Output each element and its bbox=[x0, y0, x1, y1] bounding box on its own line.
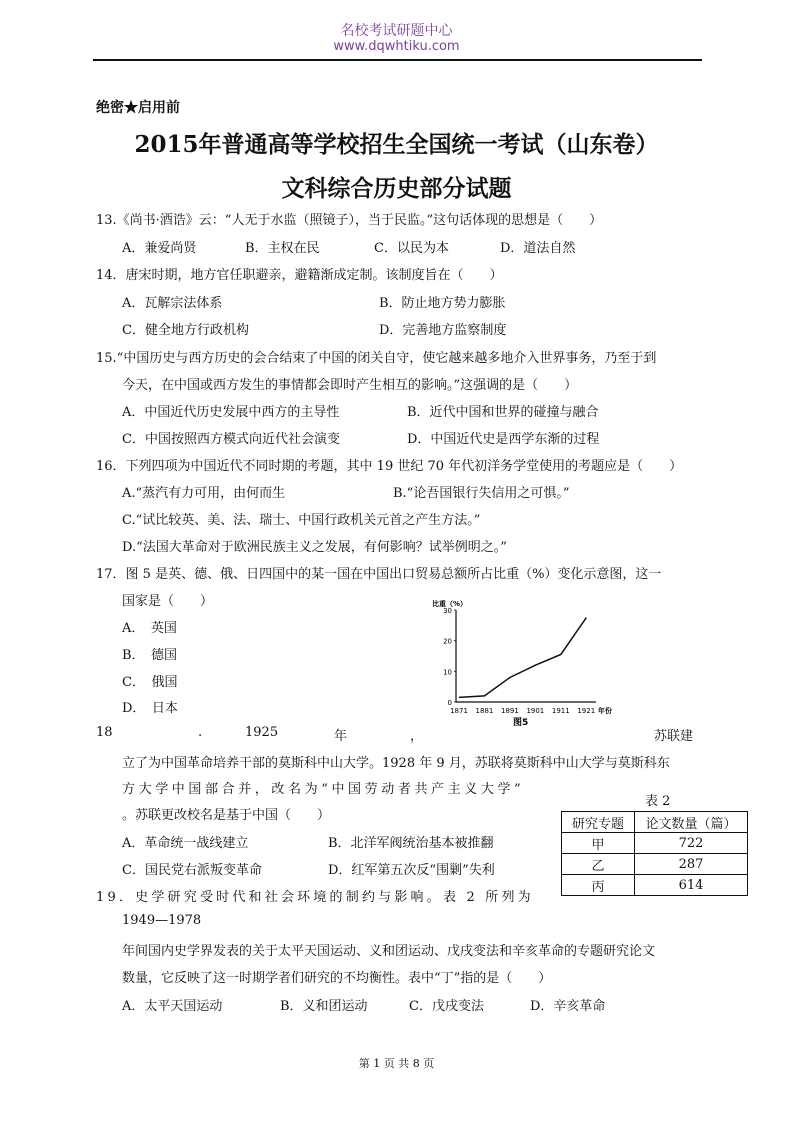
q18-nian: 年 bbox=[334, 729, 348, 744]
q17-stem-line2: 国家是（ ） bbox=[122, 594, 214, 609]
q17-option-b: B． 德国 bbox=[122, 648, 178, 663]
q18-option-d: D．红军第五次反“围剿”失利 bbox=[328, 863, 495, 878]
q18-line3: 方大学中国部合并，改名为“中国劳动者共产主义大学” bbox=[122, 782, 525, 797]
header-divider bbox=[93, 59, 702, 61]
x-tick-label: 1901 bbox=[526, 707, 545, 715]
q13-stem: 13.《尚书·酒诰》云：“人无于水监（照镜子），当于民监。”这句话体现的思想是（ ） bbox=[96, 213, 603, 228]
q14-option-a: A．瓦解宗法体系 bbox=[122, 296, 223, 311]
table-header-topic: 研究专题 bbox=[562, 812, 635, 833]
q13-option-a: A．兼爱尚贤 bbox=[122, 241, 197, 256]
table-cell-topic: 甲 bbox=[562, 833, 635, 854]
q14-option-c: C．健全地方行政机构 bbox=[122, 323, 249, 338]
q15-stem-line2: 今天，在中国或西方发生的事情都会即时产生相互的影响。”这强调的是（ ） bbox=[122, 378, 578, 393]
table-2 bbox=[561, 811, 748, 896]
chart-title: 图5 bbox=[513, 718, 529, 728]
table-cell-topic: 乙 bbox=[562, 854, 635, 875]
q18-line1-end: 苏联建 bbox=[654, 729, 694, 744]
exam-subtitle: 文科综合历史部分试题 bbox=[281, 175, 512, 202]
q16-option-c: C.“试比较英、美、法、瑞士、中国行政机关元首之产生方法。” bbox=[122, 513, 481, 528]
q18-line2: 立了为中国革命培养干部的莫斯科中山大学。1928 年 9 月，苏联将莫斯科中山大学与莫斯科东 bbox=[122, 756, 670, 771]
q19-option-b: B．义和团运动 bbox=[280, 999, 368, 1014]
q13-option-b: B．主权在民 bbox=[245, 241, 320, 256]
y-tick-label: 30 bbox=[443, 607, 452, 615]
table-header-count: 论文数量（篇） bbox=[635, 812, 748, 833]
secret-label: 绝密★启用前 bbox=[96, 100, 180, 116]
q19-option-c: C．戊戌变法 bbox=[409, 999, 484, 1014]
figure-5-chart bbox=[418, 596, 618, 730]
q14-option-b: B．防止地方势力膨胀 bbox=[379, 296, 506, 311]
q18-option-c: C．国民党右派叛变革命 bbox=[122, 863, 262, 878]
q13-option-c: C．以民为本 bbox=[374, 241, 449, 256]
q19-line2: 1949—1978 bbox=[122, 913, 202, 928]
q19-line1: 19．史学研究受时代和社会环境的制约与影响。表 2 所列为 bbox=[96, 890, 534, 905]
chart-ylabel: 比重（%） bbox=[432, 600, 468, 608]
table-row bbox=[562, 875, 748, 896]
table-cell-count: 614 bbox=[635, 875, 748, 896]
q16-option-a: A.“蒸汽有力可用，由何而生 bbox=[122, 486, 286, 501]
q18-line4: 。苏联更改校名是基于中国（ ） bbox=[122, 808, 331, 823]
q16-option-b: B.“论吾国银行失信用之可惧。” bbox=[393, 486, 570, 501]
exam-title: 2015年普通高等学校招生全国统一考试（山东卷） bbox=[134, 131, 659, 158]
q13-option-d: D．道法自然 bbox=[500, 241, 576, 256]
x-tick-label: 1881 bbox=[475, 707, 494, 715]
table2-caption: 表 2 bbox=[645, 794, 671, 809]
site-name: 名校考试研题中心 bbox=[340, 23, 453, 39]
q16-stem: 16．下列四项为中国近代不同时期的考题，其中 19 世纪 70 年代初洋务学堂使用的考题应是（ ） bbox=[96, 459, 683, 474]
q19-option-a: A．太平天国运动 bbox=[122, 999, 223, 1014]
x-tick-label: 1891 bbox=[500, 707, 519, 715]
q17-option-c: C． 俄国 bbox=[122, 675, 178, 690]
q18-comma: ， bbox=[410, 729, 424, 744]
q19-line4: 数量，它反映了这一时期学者们研究的不均衡性。表中“丁”指的是（ ） bbox=[122, 971, 552, 986]
q18-dot: . bbox=[198, 725, 203, 740]
page-footer: 第 1 页 共 8 页 bbox=[358, 1057, 435, 1070]
q15-option-c: C．中国按照西方模式向近代社会演变 bbox=[122, 432, 340, 447]
q15-option-b: B．近代中国和世界的碰撞与融合 bbox=[407, 405, 599, 420]
y-tick-label: 20 bbox=[443, 637, 452, 646]
chart-xlabel: 年份 bbox=[598, 707, 612, 715]
table-row bbox=[562, 854, 748, 875]
series-line-bizhong bbox=[459, 618, 586, 698]
table-cell-count: 287 bbox=[635, 854, 748, 875]
q17-option-d: D． 日本 bbox=[122, 701, 178, 716]
table-header-row bbox=[562, 812, 748, 833]
y-tick-label: 0 bbox=[447, 699, 452, 707]
q15-option-d: D．中国近代史是西学东渐的过程 bbox=[407, 432, 600, 447]
x-tick-label: 1871 bbox=[450, 707, 468, 715]
q18-year: 1925 bbox=[245, 725, 279, 740]
table-cell-count: 722 bbox=[635, 833, 748, 854]
q19-line3: 年间国内史学界发表的关于太平天国运动、义和团运动、戊戌变法和辛亥革命的专题研究论文 bbox=[122, 944, 656, 959]
site-url[interactable]: www.dqwhtiku.com bbox=[333, 39, 460, 54]
q18-number: 18 bbox=[96, 725, 113, 740]
table-row bbox=[562, 833, 748, 854]
y-tick-label: 10 bbox=[443, 668, 452, 677]
x-tick-label: 1911 bbox=[551, 707, 570, 715]
q14-option-d: D．完善地方监察制度 bbox=[379, 323, 507, 338]
table-cell-topic: 丙 bbox=[562, 875, 635, 896]
q18-option-b: B．北洋军阀统治基本被推翻 bbox=[328, 836, 494, 851]
q15-option-a: A．中国近代历史发展中西方的主导性 bbox=[122, 405, 340, 420]
q14-stem: 14．唐宋时期，地方官任职避亲，避籍渐成定制。该制度旨在（ ） bbox=[96, 268, 503, 283]
q19-option-d: D．辛亥革命 bbox=[530, 999, 606, 1014]
q15-stem-line1: 15.“中国历史与西方历史的会合结束了中国的闭关自守，使它越来越多地介入世界事务，乃至于到 bbox=[96, 351, 657, 366]
x-tick-label: 1921 bbox=[577, 707, 596, 715]
q16-option-d: D.“法国大革命对于欧洲民族主义之发展，有何影响？试举例明之。” bbox=[122, 540, 507, 555]
q17-option-a: A． 英国 bbox=[122, 621, 177, 636]
q18-option-a: A．革命统一战线建立 bbox=[122, 836, 249, 851]
q17-stem-line1: 17．图 5 是英、德、俄、日四国中的某一国在中国出口贸易总额所占比重（%）变化示意图，这一 bbox=[96, 567, 662, 582]
